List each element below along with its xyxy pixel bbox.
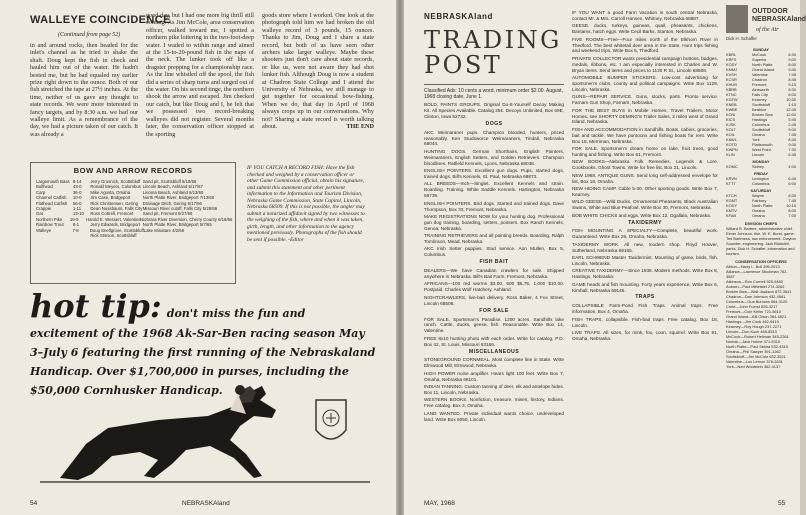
station-call-sign: KGFW: [726, 97, 738, 102]
aksarben-crest-icon: [316, 400, 346, 439]
station-time: 9:00: [788, 57, 796, 62]
classified-ad: FISH MOUNTING A SPECIALTY—Complete, beautiful work. Guaranteed. Write Box 25, Omaha, Nebraska.: [572, 228, 718, 240]
classified-section-heading: TAXIDERMY: [628, 219, 662, 226]
station-time: 2:45: [788, 122, 796, 127]
station-time: 7:30: [788, 147, 796, 152]
station-city: North Platte: [752, 203, 773, 208]
station-time: 8:00: [788, 92, 796, 97]
classified-ad: AUTOMOBILE BUMPER STICKERS. Low-cost advertising for sportsmen's clubs, county and political campaigns. Write Box 1129, Lincoln, Nebraska.: [572, 75, 718, 92]
classified-ad: COLLAPSIBLE Farm-Pond Fish Traps. Animal traps. Free information. Box 4, Omaha.: [572, 303, 718, 315]
left-folio-magazine: NEBRASKAland: [182, 500, 230, 507]
conservation-officer-entry: Albion—Harry L. Bull 395-2013: [726, 264, 780, 269]
the-end-mark: THE END: [346, 123, 374, 131]
record-location: North Platte River, Bridgeport 5/7/65: [142, 222, 212, 228]
station-time: 8:00: [788, 62, 796, 67]
conservation-officer-entry: Grand Island—Bill Olson 384-4821: [726, 314, 787, 319]
trading-post-title-line-2: POST: [424, 51, 503, 79]
station-time: 8:30: [788, 52, 796, 57]
station-time: 8:30: [788, 87, 796, 92]
classified-ad: ENGLISH POINTERS. Bird dogs. Started and trained dogs. Dave Thompson, Box 33, Fremont, Nebraska.: [424, 200, 564, 212]
classified-ad: LIVE TRAPS. All sizes, for mink, fox, coon, squirrel. Write Box 91, Omaha, Nebraska.: [572, 330, 718, 341]
record-weight: 13-10: [72, 211, 84, 217]
record-weight: 56-0: [72, 200, 82, 206]
station-call-sign: KOTD: [726, 142, 737, 147]
station-city: Grand Island: [752, 67, 775, 72]
station-city: Hastings: [752, 117, 768, 122]
station-time: 12:45: [786, 107, 796, 112]
conservation-officer-entry: Omaha—Phil Sawyer 391-1262: [726, 349, 781, 354]
racehorse-illustration: [40, 380, 370, 492]
classified-section-heading: FISH BAIT: [479, 259, 509, 266]
station-time: 8:00: [788, 208, 796, 213]
trading-post-title: [424, 28, 562, 78]
classified-ad: FREE 8x10 hunting photo with each order. Write for catalog, P.O. Box 42, St. Louis, Missouri 63166.: [424, 335, 564, 347]
station-call-sign: KVSH: [726, 72, 737, 77]
record-holder: Ross Cottrell, Fremont: [90, 211, 134, 217]
record-location: Linoma Beach, Ashland 6/13/65: [142, 189, 204, 195]
record-species: Gar: [36, 211, 44, 217]
record-location: North Platte River, Bridgeport 7/13/66: [142, 195, 215, 201]
station-call-sign: KWPN: [726, 147, 738, 152]
station-time: 9:00: [788, 142, 796, 147]
classified-section-heading: DOGS: [485, 120, 503, 127]
classified-ad: FOR THE BEST BUYS in Mobile Homes, Travel Trailers, Motor Homes, see SHORTY DEMING'S Trailer Sales, 2 miles west of Grand Island, Nebraska.: [572, 107, 718, 125]
record-weight: [73, 233, 90, 238]
station-city: Omaha: [752, 213, 765, 218]
station-call-sign: KAWL: [726, 137, 737, 142]
station-city: Chadron: [752, 77, 767, 82]
classifieds-column-1: [424, 102, 564, 496]
record-location: Lake Minatare 4/2/68: [143, 227, 185, 233]
record-location: Niobrara River Diversion, Cherry County 6/18/66: [140, 216, 233, 222]
record-location: Lincoln Beach, Ashland 6/17/67: [142, 184, 203, 190]
station-call-sign: KOMC: [726, 164, 738, 169]
radio-day-heading: SATURDAY: [750, 188, 772, 193]
record-species: Bullhead: [36, 184, 53, 190]
classified-ad: STONEGROUND CORNMEAL. Most complete line in State. Write Elmwood Mill, Elmwood, Nebraska.: [424, 357, 564, 369]
station-list: [726, 45, 796, 369]
conservation-officer-entry: Hastings—Jim Cook 462-6419: [726, 319, 779, 324]
station-call-sign: KODY: [726, 62, 738, 67]
record-species: Largemouth Bass: [36, 179, 70, 184]
record-weight: 8-1: [72, 222, 80, 228]
classified-ad: LAND WANTED. Private individual wants choice, undeveloped land. Write Box 6050, Lincoln.: [424, 410, 564, 422]
classified-section-heading: MISCELLANEOUS: [468, 348, 520, 355]
station-time: 6:45: [788, 152, 796, 157]
radio-subtitle: of the Air: [756, 27, 779, 33]
radio-day-heading: MONDAY: [752, 159, 770, 164]
record-weight: 7-8: [72, 227, 79, 233]
classified-ad: GUNS—REPAIR SERVICE. Guns, stocks, parts. Pronto service. Farnam Gun Shop, Farnam, Nebraska.: [572, 94, 718, 106]
station-city: Valentine: [752, 72, 768, 77]
classified-ad: FOR SALE. Sportsmen's dream home on lake, fruit trees, good hunting and fishing. Write Box 61, Fremont.: [572, 146, 718, 157]
station-city: Beatrice: [752, 107, 767, 112]
station-city: Kearney: [752, 97, 767, 102]
record-location: Missouri River cutoff, Falls City 5/28/66: [142, 206, 218, 212]
right-folio-date: MAY, 1968: [424, 500, 455, 507]
station-call-sign: KNEB: [726, 102, 737, 107]
classified-ad: WILD GEESE—Wild Ducks, Ornamental Pheasants, Black Australian Swans, White and Blue Peafowl. Write Box 30, Fremont, Nebraska.: [572, 199, 718, 211]
record-species: Northern Pike: [36, 216, 63, 222]
conservation-officer-entry: Lincoln—Don Koch 466-8513: [726, 329, 777, 334]
classified-ad: TRAINING RETRIEVERS and all pointing breeds. Boarding, Ralph Tomlinson, Mead, Nebraska.: [424, 233, 564, 245]
station-time: 8:40: [788, 137, 796, 142]
conservation-officer-entry: Crete—John Fuerst 826-3217: [726, 304, 778, 309]
record-location: Sand pit, Scottsbluff 6/18/66: [142, 179, 197, 184]
station-call-sign: KJSK: [726, 122, 736, 127]
host-name: Dick H. Schaffer: [726, 36, 757, 41]
classified-ad: FISH AND ACCOMMODATION in Sandhills. Boats, cabins, groceries, bait and tackle. We have pontoons and fishing boats for rent. Write Box 18, Merriman, Nebraska.: [572, 126, 718, 144]
outdoor-radio-schedule: [726, 5, 806, 495]
classified-ad: ENGLISH POINTERS. Excellent gun dogs. Pups, started dogs, trained dogs. Bill's Kennels, St. Paul, Nebraska 68873.: [424, 168, 564, 179]
record-location: Drainage Ditch, Gering 6/17/66: [142, 200, 202, 206]
record-holder: Dean Nussbaum, Falls City: [90, 206, 143, 212]
record-species: Channel Catfish: [36, 195, 67, 201]
classified-section-heading: TRAPS: [635, 294, 655, 301]
station-call-sign: KCNI: [726, 112, 736, 117]
station-call-sign: KCSR: [726, 77, 737, 82]
station-city: Sidney: [752, 164, 764, 169]
record-species: Flathead Catfish: [36, 200, 68, 206]
station-call-sign: KTNC: [726, 92, 737, 97]
continued-note: (Continued from page 52): [58, 32, 121, 38]
station-city: Lincoln: [752, 152, 765, 157]
station-time: 9:15: [788, 82, 796, 87]
classified-ad: BOLD, PAINTS GROUPS. Original Do-It-Yourself Decoy Making Kit. All Species Available. Catalog 25¢. Decoys Unlimited, Box 69E, Clinton, Iowa 52732.: [424, 102, 564, 119]
classified-ad: BOB WHITE CHICKS and eggs. Write Box 12, Ogallala, Nebraska.: [572, 212, 712, 218]
classified-ad: NIGHTCRAWLERS, live-bait delivery. Ross Baker, 4 Fox Street, Lincoln 68508.: [424, 294, 564, 306]
conservation-officers-heading: CONSERVATION OFFICERS: [735, 259, 787, 264]
station-row: [726, 152, 796, 157]
classified-ad: HUNTING DOGS. German Shorthairs, English Pointers, Weimaraners, English Setters, and Golden Retrievers. Champion bloodlines. Ratfield Kennels, Lyons, Nebraska 68038.: [424, 148, 564, 166]
station-call-sign: KGMT: [726, 198, 738, 203]
classified-ad: EARL SCHWEND Master Taxidermist. Mounting of game, birds, fish. Lincoln, Nebraska.: [572, 255, 718, 266]
station-call-sign: KOLT: [726, 127, 736, 132]
record-holder: Rick Stinson, Scottsbluff: [90, 233, 137, 239]
record-location: [143, 233, 230, 238]
station-call-sign: KTTT: [726, 181, 736, 186]
record-holder: Doug Snellgrove, Scottsbluff: [89, 227, 144, 233]
station-city: Broken Bow: [752, 112, 773, 117]
conservation-officer-entry: York—Ned Woolstein 362-4137: [726, 364, 781, 369]
station-time: 7:45: [788, 132, 796, 137]
radio-title: OUTDOOR NEBRASKAland: [752, 8, 806, 23]
record-weight: 1-11: [72, 206, 82, 212]
station-time: 7:00: [788, 213, 796, 218]
record-holder: Mike Agosta, Omaha: [90, 189, 131, 195]
right-page-number: 55: [778, 500, 786, 507]
ad-headline: hot tip:: [30, 287, 162, 325]
left-page: [0, 0, 396, 515]
record-weight: 10-0: [72, 195, 82, 201]
radio-day-heading: SUNDAY: [752, 47, 770, 52]
classified-section-heading: FOR SALE: [479, 307, 509, 314]
station-city: Superior: [752, 57, 767, 62]
radio-day-heading: FRIDAY: [753, 171, 769, 176]
conservation-officer-entry: Chadron—Dan Johnson 432-4581: [726, 294, 786, 299]
conservation-officer-entry: Scottsbluff—Jim McCole 632-3521: [726, 354, 786, 359]
classified-ad: NEW HIDING CAMP. Cable 5-30. Other sporting goods. Write Box 7, Kearney.: [572, 185, 718, 197]
station-city: McCook: [752, 52, 767, 57]
station-city: Columbus: [752, 181, 770, 186]
station-city: North Platte: [752, 62, 773, 67]
division-chiefs-heading: DIVISION CHIEFS: [744, 221, 778, 226]
records-title: BOW AND ARROW RECORDS: [73, 166, 193, 175]
classified-ad: FISH TRAPS, collapsible. Fish-bait traps. Free catalog. Box 18, Lincoln.: [572, 316, 718, 328]
station-city: Fairbury: [752, 198, 767, 203]
article-column-3: [262, 12, 374, 160]
station-time: 10:30: [786, 97, 796, 102]
station-time: 6:00: [788, 181, 796, 186]
station-call-sign: KFAB: [726, 213, 736, 218]
station-city: Columbus: [752, 122, 770, 127]
station-city: Scottsbluff: [752, 127, 771, 132]
classified-ad: GEESE. ducks, turkeys, guineas, quail, pheasants, chickens, Bantams, hatch eggs. Write Cecil Barks, Stanton, Nebraska.: [572, 23, 718, 35]
division-chiefs-text: Willard R. Barbee, administrative chief. Elmer Johnson, fish. W. E. Bond, game. Ted Bartmess, law enforcement. Clayton Sounder, engineering. Jack Blaisdell, parks. Dick H. Schaffer, information and tourism.: [726, 226, 796, 256]
station-call-sign: KBRB: [726, 87, 737, 92]
station-time: 1:15: [788, 102, 796, 107]
station-row: [726, 164, 796, 169]
station-time: 10:15: [786, 203, 796, 208]
record-holder: Ronald Meyers, Columbus: [90, 184, 141, 190]
classified-ad: AKC Irish Setter puppies. Stud service. Ann Mullen, Box 5, Columbus.: [424, 246, 564, 258]
station-city: Scottsbluff: [752, 102, 771, 107]
record-weight: 8-14: [72, 179, 82, 184]
classified-ad: FIVE ROOMS—Free—Four miles north of the Elkhorn River in Thedford. The best whitetail deer area in the State. Hunt trips fishing and weekend trips. Write Box 5, Thedford.: [572, 36, 718, 54]
station-time: 8:30: [788, 193, 796, 198]
station-city: Fremont: [752, 82, 767, 87]
record-row: [36, 233, 230, 238]
record-location: Sand pit, Fremont 6/27/68: [142, 211, 193, 217]
station-call-sign: KHUB: [726, 82, 737, 87]
conservation-officer-entry: Norfolk—Jack Holme 371-5310: [726, 339, 781, 344]
records-table: [36, 179, 233, 239]
classified-ad: CREATIVE TAXIDERMY—Since 1938. Modern methods. Write Box 8, Hastings, Nebraska.: [572, 268, 718, 280]
classified-ad: DEALERS—We have Canadian crawlers for sale. Shipped anywhere in Nebraska. Bill's Bait Farm, Fremont, Nebraska.: [424, 268, 564, 280]
conservation-officer-entry: McCook—Robert Hellman 345-2261: [726, 334, 789, 339]
station-time: 4:00: [788, 164, 796, 169]
classified-ad: PRIVATE COLLECTOR wants presidential campaign buttons, badges, medals, ribbons, etc. I am especially interested in Charles and W. Bryan items. Send items and prices to 1130 R St., Lincoln 68508.: [572, 55, 718, 73]
station-row: [726, 181, 796, 186]
article-column-3-text: goods store where I worked. One look at the photograph told him we had broken the old walleye record of 3 pounds, 15 ounces. Thanks to Jim, Doug and I share a state record, but both of us have seen other archers take larger walleye. Maybe these shooters just don't care about state records, or like us, were not aware they had shot lunker fish. Although Doug is now a student at Chadron State College and I attend the University of Nebraska, we still manage to get together for occasional bow-fishing. When we do, that day in April of 1968 always crops up in our conversations. Why not? Sharing a state record is worth talking about.: [262, 12, 374, 131]
station-time: 9:00: [788, 127, 796, 132]
classified-ad: AFRICANS—100 red worms $3.00, 500 $5.75, 1,000 $10.00. Postpaid. Charles Wolf Hatchery, Ashland.: [424, 281, 564, 293]
host-portrait: [726, 5, 748, 33]
classified-ad: AKC Weimaraner pups. Champion blooded, hunters, priced reasonably. Ken Studsworce Weimaraners, Tindall, Nebraska 68044.: [424, 129, 564, 147]
conservation-officer-entry: Alliance—Lawrence Stuckman 762-3587: [726, 269, 788, 279]
station-call-sign: KICS: [726, 117, 736, 122]
station-call-sign: KODY: [726, 203, 738, 208]
classified-ad: FOR SALE. Sportsman's Paradise. 1200 acres. Sandhills lake ranch. Cattle, ducks, geese, fish. Reasonable. Write Box 14, Valentine.: [424, 316, 564, 334]
classified-ad: TAXIDERMY WORK. All new, modern shop. Floyd Hoover, Sutherland, Nebraska 69165.: [572, 241, 718, 253]
classified-ad: MAKE REGISTRATIONS NOW for your hunting dog. Professional gun dog training, boarding, setters, pointers. Box Ranch Kennels, Genoa, Nebraska.: [424, 213, 564, 231]
station-time: 6:45: [788, 176, 796, 181]
article-column-2: good day, but I had one more big thrill still coming. As Jim McCole, area conservation officer, walked toward me, I spotted a northern pike loitering in the two-foot-deep water. I waded to within range and aimed at the 15-to-20-pound fish in the nape of the neck. The lunker took off like a dragster prepping for a championship race. As the line whistled off the spool, the fish did a series of sharp turns and surged out of the water. On his second tinge, the northern shook the arrow and escaped. Jim checked our catch, but like Doug and I, he felt that we possessed two record-breaking walleyes did not register. Several months later, the conservation officer stopped at the sporting: [146, 12, 254, 138]
classified-ad: INDIAN TANNING. Custom tanning of deer, elk and antelope hides. Box 11, Lincoln, Nebraska.: [424, 384, 564, 395]
classifieds-column-2: [572, 10, 718, 496]
station-call-sign: KRFS: [726, 57, 737, 62]
article-title: WALLEYE COINCIDENCE: [30, 14, 171, 26]
trading-post-title-line-1: TRADING: [424, 26, 562, 54]
record-holder: Rick Christensen, Gering: [90, 200, 139, 206]
article-column-1: in and around rocks, then headed for the inlet's channel as he tried to shake the shaft. Doug kept the fish in check and hauled him out of the water. He hadn't bested me, but he had equaled my earlier prize right down to the ounce. Both of our fish stretched the tape at 27½ inches. At the time, neither of us gave any thought to state records. We were more interested in fancy targets, and by 8:30 a.m. we had our walleye limit. As a remembrance of the day, we had a picture taken of our catch. It was already a: [30, 42, 138, 138]
station-time: 5:45: [788, 117, 796, 122]
right-page: [404, 0, 806, 515]
station-city: West Point: [752, 147, 771, 152]
classified-ad: IF YOU WANT a good Farm Vacation in south central Nebraska, contact Mr. & Mrs. Carroll Hansen, Whitney, Nebraska 68887.: [572, 10, 718, 21]
station-call-sign: KRVN: [726, 176, 737, 181]
record-weight: 43-0: [72, 184, 82, 190]
record-claim-note: IF YOU CATCH A RECORD FISH: Have the fish checked and weighed by a conservation officer or other Game Commission official, obtain his signature, and submit this statement and other pertinent information to the Information and Tourism Division, Nebraska Game Commission, State Capitol, Lincoln, Nebraska 68509. If this is not possible, the angler may submit a notarized affidavit signed by two witnesses to the weighing of the fish, where and when it was taken, girth, length, and other information to the agency mentioned previously. Photographs of the fish should be sent if possible. -Editor: [247, 165, 365, 243]
classified-ad: WESTERN BOOKS. Nonfiction, treasure, mines, history, Indians. Free catalog. Box 3, Omaha.: [424, 397, 564, 409]
bow-arrow-records-box: [30, 162, 236, 284]
station-call-sign: KLIN: [726, 152, 735, 157]
classified-ad: HIGH POWER noise amplifier. Hears light 100 feet. Write Box 7, Omaha, Nebraska 68101.: [424, 370, 564, 382]
conservation-officer-entry: Kearney—Roy Hough 237-2271: [726, 324, 782, 329]
record-holder: Jerry Edwards, Bridgeport: [90, 222, 140, 228]
record-species: Carp: [36, 189, 46, 195]
station-city: York: [752, 137, 760, 142]
classified-ad: NEW BOOKS—Nebraska Folk Remedies, Legends & Lore. Cookbooks, Ghost Towns. Write for free list, Box 21, Lincoln.: [572, 159, 718, 171]
record-holder: Harold E. Wessert, Valentine: [86, 216, 141, 222]
station-city: Ainsworth: [752, 87, 770, 92]
station-call-sign: KTCH: [726, 193, 737, 198]
conservation-officer-entry: Broken Bow—Walt Jackson 872-3541: [726, 289, 792, 294]
record-weight: 36-0: [72, 189, 82, 195]
title-rule: [424, 84, 564, 85]
record-weight: 19-9: [69, 216, 79, 222]
record-species: [36, 233, 73, 238]
station-city: Plattsmouth: [752, 142, 773, 147]
record-species: Walleye: [36, 227, 52, 233]
station-city: Lexington: [752, 176, 769, 181]
record-holder: Jim Case, Bridgeport: [90, 195, 131, 201]
station-call-sign: KMTV: [726, 208, 737, 213]
station-call-sign: KWBE: [726, 107, 738, 112]
classified-intro: Classified Ads: 10 cents a word, minimum order $2.00. August, 1968 closing date, June 1.: [424, 88, 563, 100]
record-holder: Jerry Grosnick, Scottsbluff: [90, 179, 141, 184]
station-time: 12:00: [786, 112, 796, 117]
conservation-officer-entry: North Platte—Paul Sekira 532-4310: [726, 344, 788, 349]
station-call-sign: KMMJ: [726, 67, 738, 72]
magazine-brand: NEBRASKAland: [424, 12, 493, 21]
station-row: [726, 213, 796, 218]
left-page-number: 54: [30, 500, 38, 507]
conservation-officer-entry: Auburn—Paul Mittelstet 274-3262: [726, 284, 785, 289]
record-species: Rainbow Trout: [36, 222, 64, 228]
conservation-officer-entry: Valentine—Lou Lemon 376-2631: [726, 359, 783, 364]
station-city: Wayne: [752, 193, 764, 198]
conservation-officer-entry: Atkinson—Ron Cornell 925-5480: [726, 279, 783, 284]
record-species: Crappie: [36, 206, 52, 212]
station-time: 9:45: [788, 67, 796, 72]
classified-ad: GAME heads and fish mounting. Forty years experience. Write Box 6, Kimball, Nebraska 69145.: [572, 281, 718, 293]
station-time: 7:45: [788, 198, 796, 203]
station-city: Falls City: [752, 92, 768, 97]
page-gutter: [396, 0, 404, 515]
station-time: 7:45: [788, 72, 796, 77]
classified-ad: ALL BREEDS—Inch—Singlet. Excellent Kennels and strain. Boarding. Training. White Saddle Kennels. Hartington, Nebraska 68739.: [424, 181, 564, 199]
ad-body: don't miss the fun and excitement of the 1968 Ak-Sar-Ben racing season May 3–July 6 featuring the first running of the Nebraskaland Handicap. Over $1,700,000 in purses, including the $50,000 Cornhusker Handicap.: [30, 307, 376, 397]
station-time: 8:45: [788, 77, 796, 82]
conservation-officer-entry: Columbus—Gus Burrows 564-3120: [726, 299, 788, 304]
station-call-sign: KOIL: [726, 132, 735, 137]
station-city: Omaha: [752, 132, 765, 137]
station-call-sign: KBRL: [726, 52, 737, 57]
conservation-officer-entry: Fremont—Cole Keller 721-5610: [726, 309, 781, 314]
classified-ad: NEW 1968. ANTIQUE GUNS. Send long self-addressed envelope for list, Box 18, Omaha.: [572, 172, 718, 184]
station-city: Omaha: [752, 208, 765, 213]
